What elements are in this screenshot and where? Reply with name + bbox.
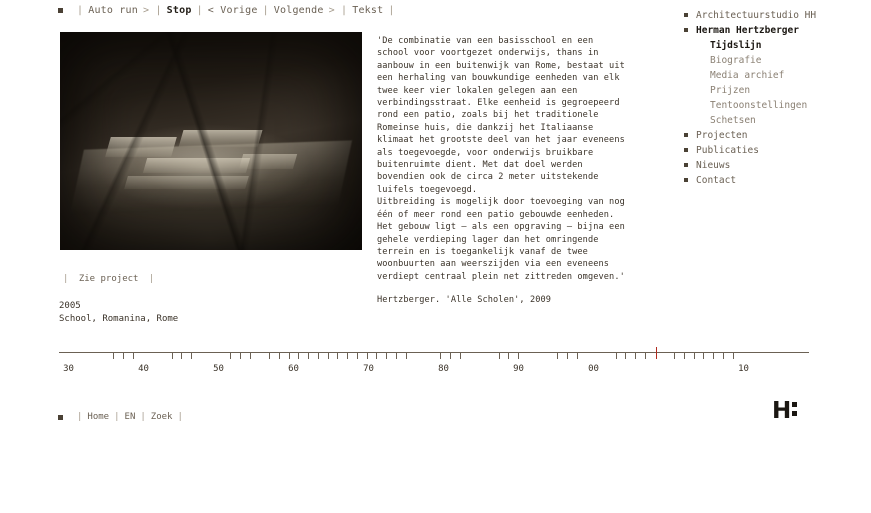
sidebar-item-label: Schetsen <box>710 115 756 126</box>
timeline-label: 70 <box>363 364 374 374</box>
timeline-tick <box>713 352 714 359</box>
timeline-tick <box>567 352 568 359</box>
project-description <box>377 35 625 307</box>
model-block-shape <box>142 158 249 173</box>
sidebar-item-label: Nieuws <box>696 160 731 171</box>
square-bullet-icon <box>58 8 63 13</box>
bottom-nav-item-en[interactable]: EN <box>124 412 136 422</box>
sidebar-item-label: Tijdslijn <box>710 40 762 51</box>
timeline-tick <box>577 352 578 359</box>
caption-location: School, Romanina, Rome <box>59 313 179 324</box>
toolbar-item-auto-run[interactable]: Auto run <box>88 5 138 16</box>
timeline-tick <box>308 352 309 359</box>
sidebar-item-publicaties[interactable] <box>684 143 864 158</box>
timeline[interactable] <box>59 352 809 382</box>
timeline-tick <box>386 352 387 359</box>
timeline-label: 10 <box>738 364 749 374</box>
toolbar-divider: > | <box>328 5 348 16</box>
nav-divider: | <box>114 412 120 422</box>
toolbar-item-stop[interactable]: Stop <box>166 5 192 16</box>
toolbar-item-tekst[interactable]: Tekst <box>352 5 384 16</box>
timeline-tick <box>625 352 626 359</box>
timeline-label: 90 <box>513 364 524 374</box>
site-logo[interactable] <box>772 400 802 422</box>
see-project-link-row <box>58 274 159 284</box>
link-divider: | <box>63 274 69 284</box>
square-bullet-icon <box>684 178 688 182</box>
sidebar-item-prijzen[interactable] <box>684 83 864 98</box>
model-block-shape <box>106 137 178 157</box>
square-bullet-icon <box>684 148 688 152</box>
sidebar-item-label: Herman Hertzberger <box>696 25 799 36</box>
timeline-tick <box>645 352 646 359</box>
square-bullet-icon <box>684 13 688 17</box>
description-credit: Hertzberger. 'Alle Scholen', 2009 <box>377 295 552 306</box>
sidebar-item-label: Architectuurstudio HH <box>696 10 817 21</box>
timeline-tick <box>172 352 173 359</box>
sidebar-item-label: Publicaties <box>696 145 759 156</box>
sidebar-item-herman-hertzberger[interactable] <box>684 23 864 38</box>
sidebar-item-label: Tentoonstellingen <box>710 100 808 111</box>
timeline-tick <box>337 352 338 359</box>
timeline-tick <box>289 352 290 359</box>
timeline-label: 00 <box>588 364 599 374</box>
toolbar-divider: | <box>262 5 269 16</box>
link-divider: | <box>148 274 155 284</box>
timeline-tick <box>181 352 182 359</box>
timeline-tick <box>557 352 558 359</box>
square-bullet-icon <box>684 163 688 167</box>
nav-divider: | <box>177 412 183 422</box>
timeline-label: 80 <box>438 364 449 374</box>
timeline-tick <box>328 352 329 359</box>
timeline-tick <box>279 352 280 359</box>
timeline-tick <box>191 352 192 359</box>
timeline-tick <box>518 352 519 359</box>
project-image[interactable] <box>60 32 362 250</box>
sidebar-item-contact[interactable] <box>684 173 864 188</box>
nav-divider: | <box>77 412 83 422</box>
see-project-link[interactable]: Zie project <box>78 274 139 284</box>
timeline-label: 50 <box>213 364 224 374</box>
bottom-navigation <box>58 412 188 422</box>
project-image-canvas <box>60 32 362 250</box>
timeline-label: 30 <box>63 364 74 374</box>
timeline-tick <box>357 352 358 359</box>
timeline-tick <box>230 352 231 359</box>
sidebar-item-tijdslijn[interactable] <box>684 38 864 53</box>
timeline-label: 40 <box>138 364 149 374</box>
timeline-tick <box>318 352 319 359</box>
timeline-tick <box>123 352 124 359</box>
sidebar-item-label: Prijzen <box>710 85 751 96</box>
timeline-tick <box>703 352 704 359</box>
timeline-tick <box>635 352 636 359</box>
timeline-tick <box>376 352 377 359</box>
bottom-nav-item-zoek[interactable]: Zoek <box>150 412 173 422</box>
model-block-shape <box>178 130 262 147</box>
sidebar-item-label: Projecten <box>696 130 748 141</box>
logo-letter: H <box>772 398 791 424</box>
toolbar-item-volgende[interactable]: Volgende <box>273 5 324 16</box>
model-block-shape <box>125 176 250 189</box>
top-toolbar <box>58 5 400 16</box>
description-paragraph-2: Uitbreiding is mogelijk door toevoeging van nog één of meer rond een patio gebouwde eenheden. <box>377 197 625 220</box>
toolbar-divider: > | <box>143 5 162 16</box>
toolbar-item-vorige[interactable]: < Vorige <box>207 5 258 16</box>
sidebar-item-label: Biografie <box>710 55 762 66</box>
sidebar-item-label: Media archief <box>710 70 785 81</box>
timeline-tick <box>406 352 407 359</box>
bottom-nav-item-home[interactable]: Home <box>87 412 110 422</box>
description-paragraph-1: 'De combinatie van een basisschool en een school voor voortgezet onderwijs, thans in aanbouw in een buitenwijk van Rome, bestaat uit een herhaling van bouwkundige eenheden van elk twee keer vier lokalen gelegen aan een verbindingsstraat. Elke eenheid is gegroepeerd rond een patio, zoals bij het traditionele Romeinse huis, die dankzij het Italiaanse klimaat het grootste deel van het jaar eveneens als toegevoegde, voor onderwijs bruikbare buitenruimte dient. Met dat doel werden bovendien ook de circa 2 meter uitstekende luifels toegevoegd. <box>377 36 625 195</box>
timeline-tick <box>250 352 251 359</box>
sidebar-item-nieuws[interactable] <box>684 158 864 173</box>
timeline-tick <box>508 352 509 359</box>
toolbar-divider: | <box>196 5 203 16</box>
timeline-tick <box>450 352 451 359</box>
timeline-tick <box>298 352 299 359</box>
timeline-tick <box>733 352 734 359</box>
toolbar-divider: | <box>388 5 395 16</box>
timeline-current-marker[interactable] <box>656 347 657 359</box>
caption-year: 2005 <box>59 301 81 311</box>
sidebar-item-tentoonstellingen[interactable] <box>684 98 864 113</box>
timeline-tick <box>240 352 241 359</box>
timeline-tick <box>133 352 134 359</box>
toolbar-divider: | <box>77 5 84 16</box>
timeline-tick <box>440 352 441 359</box>
sidebar-item-media-archief[interactable] <box>684 68 864 83</box>
timeline-tick <box>674 352 675 359</box>
timeline-tick <box>269 352 270 359</box>
timeline-tick <box>499 352 500 359</box>
timeline-tick <box>113 352 114 359</box>
sidebar-menu <box>684 8 864 188</box>
square-bullet-icon <box>684 28 688 32</box>
sidebar-item-label: Contact <box>696 175 737 186</box>
timeline-tick <box>723 352 724 359</box>
timeline-tick <box>347 352 348 359</box>
square-bullet-icon <box>58 415 63 420</box>
timeline-tick <box>616 352 617 359</box>
timeline-tick <box>684 352 685 359</box>
description-paragraph-3: Het gebouw ligt – als een opgraving – bijna een gehele verdieping lager dan het omringende terrein en is toegankelijk vanaf de twee woonbuurten aan weerszijden via een eveneens verdiept centraal plein net zittreden omgeven.' <box>377 222 625 282</box>
project-caption <box>59 300 178 325</box>
sidebar-item-architectuurstudio-hh[interactable] <box>684 8 864 23</box>
timeline-tick <box>460 352 461 359</box>
sidebar-item-projecten[interactable] <box>684 128 864 143</box>
timeline-label: 60 <box>288 364 299 374</box>
sidebar-item-biografie[interactable] <box>684 53 864 68</box>
sidebar-item-schetsen[interactable] <box>684 113 864 128</box>
nav-divider: | <box>140 412 146 422</box>
logo-dots-icon <box>792 402 797 420</box>
square-bullet-icon <box>684 133 688 137</box>
timeline-tick <box>396 352 397 359</box>
model-block-shape <box>239 154 298 169</box>
timeline-tick <box>367 352 368 359</box>
timeline-tick <box>694 352 695 359</box>
